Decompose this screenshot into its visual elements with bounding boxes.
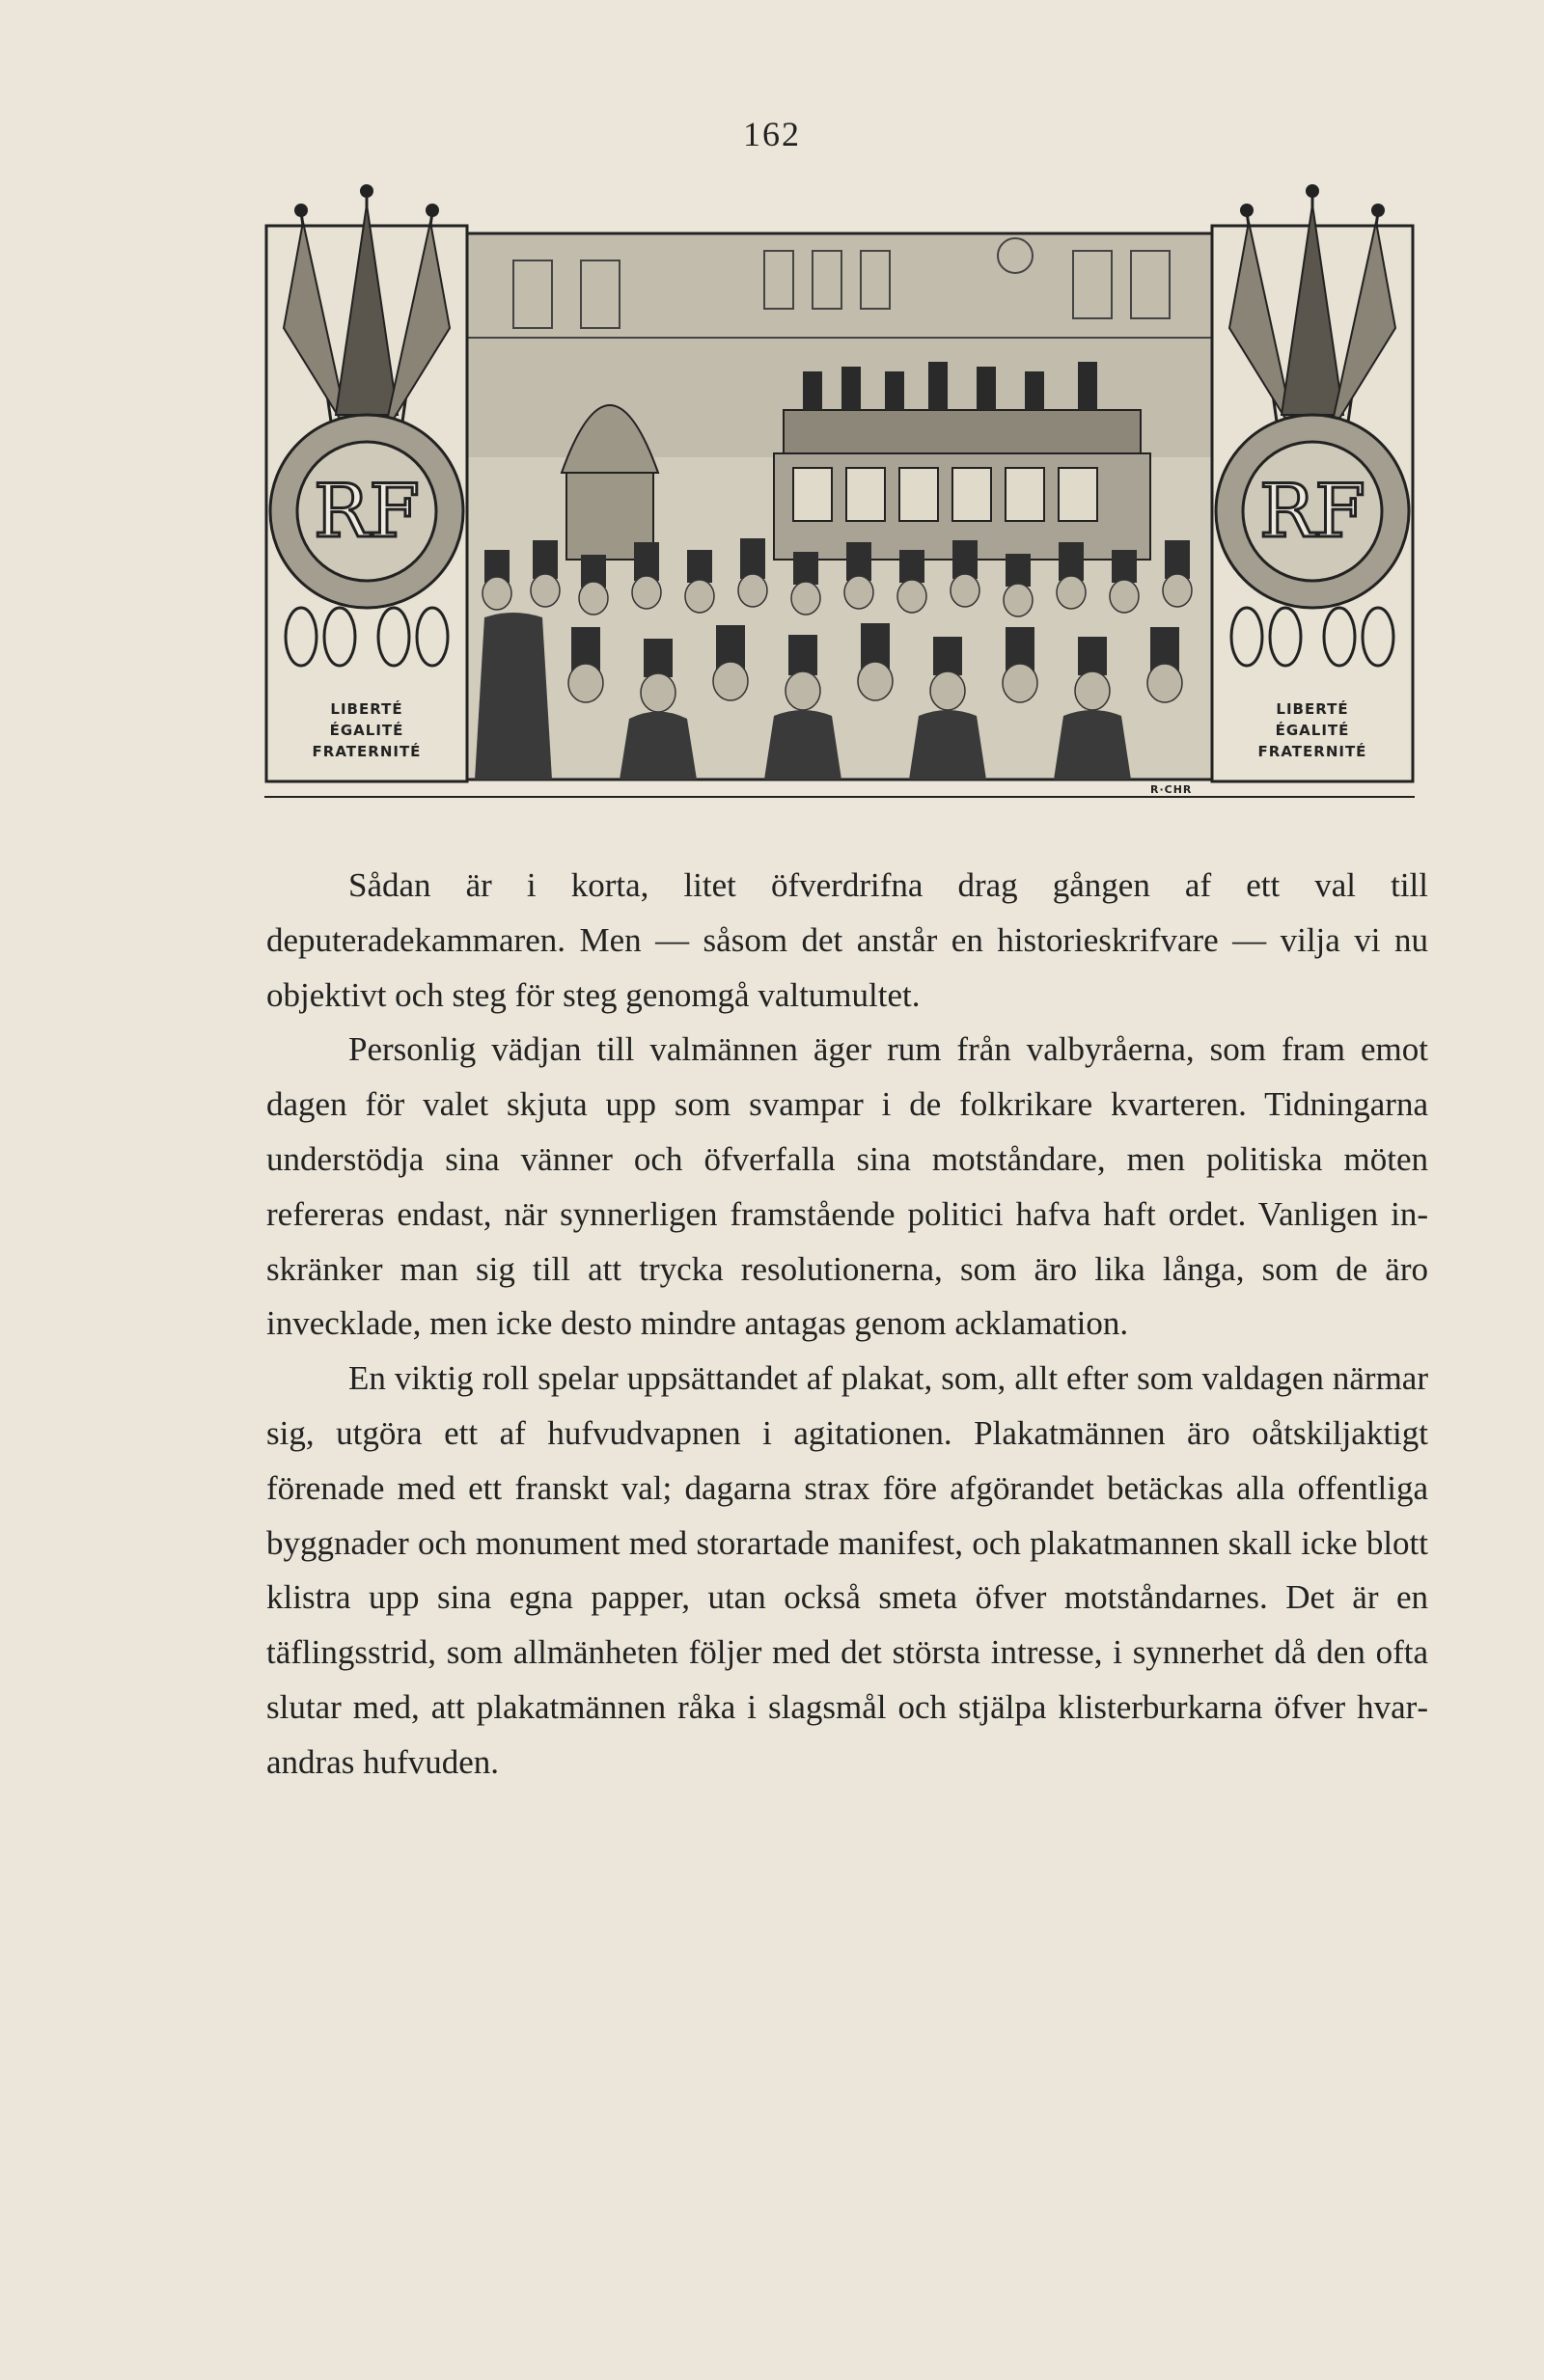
street-scene bbox=[465, 233, 1214, 780]
left-motto-fraternite: FRATERNITÉ bbox=[312, 743, 422, 760]
artist-signature: R·CHR bbox=[1150, 783, 1193, 796]
left-emblem bbox=[266, 184, 467, 781]
right-motto-fraternite: FRATERNITÉ bbox=[1257, 743, 1367, 760]
election-crowd-illustration bbox=[262, 183, 1417, 801]
body-text bbox=[266, 859, 1428, 1791]
left-motto-egalite: ÉGALITÉ bbox=[329, 722, 404, 739]
right-emblem bbox=[1212, 184, 1413, 781]
right-motto-egalite: ÉGALITÉ bbox=[1275, 722, 1350, 739]
left-motto-liberte: LIBERTÉ bbox=[330, 700, 403, 718]
right-rf-monogram: RF bbox=[1259, 468, 1365, 554]
paragraph-3: En viktig roll spelar uppsättandet af plakat, som, allt efter som valdagen närmar sig, utgöra ett af hufvudvapnen i agitationen. Plakatmännen äro oåtskiljaktigt förenade med ett franskt val; dagarna strax före afgörandet betäckas alla offentliga byggnader och monument med storartade manifest, och plakatmannen skall icke blott klistra upp sina egna papper, utan också smeta öfver motståndarnes. Det är en täflingsstrid, som allmänheten följer med det största intresse, i synnerhet då den ofta slutar med, att plakatmännen råka i slagsmål och stjälpa klisterburkarna öfver hvarandras hufvuden. bbox=[266, 1359, 1428, 1781]
paragraph-1: Sådan är i korta, litet öfverdrifna drag gången af ett val till deputeradekammaren. Men — såsom det anstår en historieskrifvare — vilja vi nu objektivt och steg för steg genomgå valtumultet. bbox=[266, 866, 1428, 1014]
right-motto-liberte: LIBERTÉ bbox=[1276, 700, 1349, 718]
paragraph-2: Personlig vädjan till valmännen äger rum från valbyråerna, som fram emot dagen för valet skjuta upp som svampar i de folkrikare kvarteren. Tidningarna understödja sina vänner och öfverfalla sina motståndare, men politiska möten refereras endast, när synnerligen framstående politici hafva haft ordet. Vanligen inskränker man sig till att trycka resolutionerna, som äro lika långa, som de äro invecklade, men icke desto mindre antagas genom acklamation. bbox=[266, 1030, 1428, 1343]
left-rf-monogram: RF bbox=[314, 468, 420, 554]
page-number: 162 bbox=[743, 115, 801, 153]
illustration-drawing bbox=[262, 183, 1417, 801]
